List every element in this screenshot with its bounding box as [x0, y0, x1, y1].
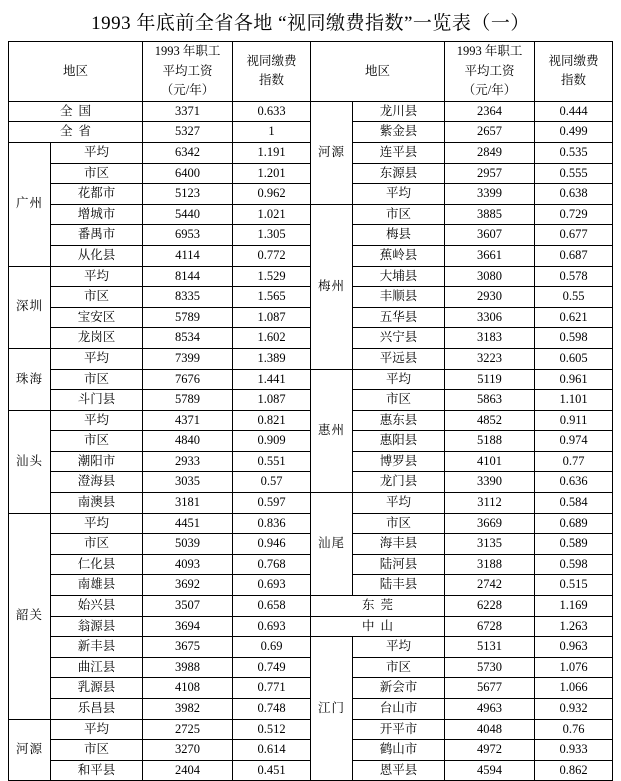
header-wage-left-line1: 1993 年职工	[154, 44, 221, 58]
contribution-index-cell: 0.961	[535, 369, 613, 390]
sub-region-cell: 大埔县	[353, 266, 445, 287]
table-row	[9, 369, 613, 390]
table-container	[0, 41, 621, 781]
sub-region-cell: 曲江县	[51, 657, 143, 678]
average-wage-cell: 4852	[445, 410, 535, 431]
average-wage-cell: 3982	[143, 699, 233, 720]
average-wage-cell: 4101	[445, 451, 535, 472]
header-index-left	[233, 42, 311, 102]
contribution-index-cell: 0.946	[233, 534, 311, 555]
average-wage-cell: 7399	[143, 348, 233, 369]
contribution-index-cell: 1.021	[233, 204, 311, 225]
contribution-index-cell: 0.535	[535, 142, 613, 163]
sub-region-cell: 南雄县	[51, 575, 143, 596]
header-wage-right	[445, 42, 535, 102]
region-name-cell: 河源	[9, 719, 51, 781]
average-wage-cell: 3080	[445, 266, 535, 287]
header-region-left: 地区	[9, 42, 143, 102]
sub-region-cell: 陆丰县	[353, 575, 445, 596]
sub-region-cell: 乐昌县	[51, 699, 143, 720]
contribution-index-cell: 0.677	[535, 225, 613, 246]
contribution-index-cell: 0.933	[535, 740, 613, 761]
header-index-right	[535, 42, 613, 102]
sub-region-cell: 和平县	[51, 760, 143, 781]
sub-region-cell: 平均	[353, 184, 445, 205]
compensation-index-table	[8, 41, 613, 781]
average-wage-cell: 6400	[143, 163, 233, 184]
contribution-index-cell: 0.749	[233, 657, 311, 678]
average-wage-cell: 3661	[445, 245, 535, 266]
region-name-cell: 深圳	[9, 266, 51, 348]
sub-region-cell: 市区	[51, 369, 143, 390]
contribution-index-cell: 1.602	[233, 328, 311, 349]
average-wage-cell: 5789	[143, 307, 233, 328]
average-wage-cell: 5131	[445, 637, 535, 658]
average-wage-cell: 3112	[445, 493, 535, 514]
sub-region-cell: 开平市	[353, 719, 445, 740]
sub-region-cell: 东源县	[353, 163, 445, 184]
average-wage-cell: 4963	[445, 699, 535, 720]
average-wage-cell: 4451	[143, 513, 233, 534]
sub-region-cell: 新会市	[353, 678, 445, 699]
sub-region-cell: 乳源县	[51, 678, 143, 699]
sub-region-cell: 增城市	[51, 204, 143, 225]
contribution-index-cell: 0.836	[233, 513, 311, 534]
sub-region-cell: 市区	[353, 513, 445, 534]
sub-region-cell: 惠阳县	[353, 431, 445, 452]
average-wage-cell: 3390	[445, 472, 535, 493]
header-index-left-line2: 指数	[259, 73, 285, 88]
header-index-right-line1: 视同缴费	[548, 53, 599, 68]
sub-region-cell: 宝安区	[51, 307, 143, 328]
contribution-index-cell: 0.555	[535, 163, 613, 184]
average-wage-cell: 3183	[445, 328, 535, 349]
sub-region-cell: 从化县	[51, 245, 143, 266]
contribution-index-cell: 0.687	[535, 245, 613, 266]
sub-region-cell: 鹤山市	[353, 740, 445, 761]
region-name-cell: 珠海	[9, 348, 51, 410]
sub-region-cell: 平均	[353, 637, 445, 658]
sub-region-cell: 龙门县	[353, 472, 445, 493]
sub-region-cell: 斗门县	[51, 390, 143, 411]
contribution-index-cell: 1.191	[233, 142, 311, 163]
contribution-index-cell: 0.633	[233, 101, 311, 122]
average-wage-cell: 5327	[143, 122, 233, 143]
sub-region-cell: 兴宁县	[353, 328, 445, 349]
contribution-index-cell: 0.963	[535, 637, 613, 658]
average-wage-cell: 3188	[445, 554, 535, 575]
contribution-index-cell: 0.772	[233, 245, 311, 266]
average-wage-cell: 5188	[445, 431, 535, 452]
contribution-index-cell: 1.389	[233, 348, 311, 369]
contribution-index-cell: 0.512	[233, 719, 311, 740]
average-wage-cell: 5123	[143, 184, 233, 205]
sub-region-cell: 平均	[51, 410, 143, 431]
contribution-index-cell: 0.729	[535, 204, 613, 225]
average-wage-cell: 3692	[143, 575, 233, 596]
average-wage-cell: 6342	[143, 142, 233, 163]
header-wage-left	[143, 42, 233, 102]
sub-region-cell: 博罗县	[353, 451, 445, 472]
contribution-index-cell: 1.087	[233, 307, 311, 328]
average-wage-cell: 3135	[445, 534, 535, 555]
table-row	[9, 616, 613, 637]
contribution-index-cell: 0.444	[535, 101, 613, 122]
contribution-index-cell: 0.689	[535, 513, 613, 534]
contribution-index-cell: 1.529	[233, 266, 311, 287]
sub-region-cell: 澄海县	[51, 472, 143, 493]
contribution-index-cell: 0.909	[233, 431, 311, 452]
sub-region-cell: 龙川县	[353, 101, 445, 122]
contribution-index-cell: 1.201	[233, 163, 311, 184]
contribution-index-cell: 0.658	[233, 596, 311, 617]
table-row	[9, 637, 613, 658]
average-wage-cell: 4972	[445, 740, 535, 761]
contribution-index-cell: 1.263	[535, 616, 613, 637]
page-title: 1993 年底前全省各地 “视同缴费指数”一览表（一）	[91, 13, 530, 34]
sub-region-cell: 市区	[51, 740, 143, 761]
contribution-index-cell: 0.693	[233, 616, 311, 637]
sub-region-cell: 番禺市	[51, 225, 143, 246]
average-wage-cell: 3399	[445, 184, 535, 205]
average-wage-cell: 4093	[143, 554, 233, 575]
header-wage-right-line1: 1993 年职工	[456, 44, 523, 58]
header-index-left-line1: 视同缴费	[246, 53, 297, 68]
region-name-cell: 东莞	[311, 596, 445, 617]
sub-region-cell: 平均	[51, 348, 143, 369]
region-name-cell: 全省	[9, 122, 143, 143]
average-wage-cell: 3035	[143, 472, 233, 493]
contribution-index-cell: 0.551	[233, 451, 311, 472]
contribution-index-cell: 0.598	[535, 554, 613, 575]
region-name-cell: 广州	[9, 142, 51, 266]
sub-region-cell: 潮阳市	[51, 451, 143, 472]
average-wage-cell: 2742	[445, 575, 535, 596]
contribution-index-cell: 0.932	[535, 699, 613, 720]
average-wage-cell: 5789	[143, 390, 233, 411]
contribution-index-cell: 0.578	[535, 266, 613, 287]
sub-region-cell: 五华县	[353, 307, 445, 328]
contribution-index-cell: 0.771	[233, 678, 311, 699]
contribution-index-cell: 0.962	[233, 184, 311, 205]
sub-region-cell: 花都市	[51, 184, 143, 205]
average-wage-cell: 5119	[445, 369, 535, 390]
contribution-index-cell: 0.614	[233, 740, 311, 761]
contribution-index-cell: 0.862	[535, 760, 613, 781]
contribution-index-cell: 0.768	[233, 554, 311, 575]
sub-region-cell: 梅县	[353, 225, 445, 246]
sub-region-cell: 翁源县	[51, 616, 143, 637]
average-wage-cell: 3607	[445, 225, 535, 246]
average-wage-cell: 6953	[143, 225, 233, 246]
average-wage-cell: 2364	[445, 101, 535, 122]
average-wage-cell: 8335	[143, 287, 233, 308]
region-name-cell: 梅州	[311, 204, 353, 369]
sub-region-cell: 平均	[353, 493, 445, 514]
average-wage-cell: 3270	[143, 740, 233, 761]
average-wage-cell: 6728	[445, 616, 535, 637]
sub-region-cell: 市区	[51, 287, 143, 308]
contribution-index-cell: 1.305	[233, 225, 311, 246]
average-wage-cell: 5039	[143, 534, 233, 555]
sub-region-cell: 连平县	[353, 142, 445, 163]
average-wage-cell: 3988	[143, 657, 233, 678]
average-wage-cell: 3181	[143, 493, 233, 514]
contribution-index-cell: 0.55	[535, 287, 613, 308]
contribution-index-cell: 0.911	[535, 410, 613, 431]
contribution-index-cell: 0.597	[233, 493, 311, 514]
average-wage-cell: 3507	[143, 596, 233, 617]
average-wage-cell: 5730	[445, 657, 535, 678]
sub-region-cell: 市区	[353, 204, 445, 225]
contribution-index-cell: 0.636	[535, 472, 613, 493]
sub-region-cell: 台山市	[353, 699, 445, 720]
sub-region-cell: 丰顺县	[353, 287, 445, 308]
average-wage-cell: 3306	[445, 307, 535, 328]
contribution-index-cell: 0.621	[535, 307, 613, 328]
average-wage-cell: 2933	[143, 451, 233, 472]
header-wage-left-line2: 平均工资	[162, 63, 213, 78]
sub-region-cell: 紫金县	[353, 122, 445, 143]
sub-region-cell: 平远县	[353, 348, 445, 369]
sub-region-cell: 平均	[51, 142, 143, 163]
sub-region-cell: 蕉岭县	[353, 245, 445, 266]
average-wage-cell: 4048	[445, 719, 535, 740]
contribution-index-cell: 0.598	[535, 328, 613, 349]
contribution-index-cell: 0.515	[535, 575, 613, 596]
sub-region-cell: 平均	[353, 369, 445, 390]
average-wage-cell: 5440	[143, 204, 233, 225]
contribution-index-cell: 0.451	[233, 760, 311, 781]
sub-region-cell: 龙岗区	[51, 328, 143, 349]
contribution-index-cell: 1.101	[535, 390, 613, 411]
contribution-index-cell: 0.57	[233, 472, 311, 493]
contribution-index-cell: 1.565	[233, 287, 311, 308]
contribution-index-cell: 1.169	[535, 596, 613, 617]
contribution-index-cell: 1	[233, 122, 311, 143]
average-wage-cell: 3223	[445, 348, 535, 369]
average-wage-cell: 2957	[445, 163, 535, 184]
average-wage-cell: 5863	[445, 390, 535, 411]
contribution-index-cell: 0.584	[535, 493, 613, 514]
header-wage-right-line2: 平均工资	[464, 63, 515, 78]
sub-region-cell: 仁化县	[51, 554, 143, 575]
average-wage-cell: 7676	[143, 369, 233, 390]
region-name-cell: 惠州	[311, 369, 353, 493]
table-row	[9, 493, 613, 514]
average-wage-cell: 3675	[143, 637, 233, 658]
average-wage-cell: 5677	[445, 678, 535, 699]
region-name-cell: 中山	[311, 616, 445, 637]
average-wage-cell: 4108	[143, 678, 233, 699]
contribution-index-cell: 0.499	[535, 122, 613, 143]
average-wage-cell: 3694	[143, 616, 233, 637]
region-name-cell: 全国	[9, 101, 143, 122]
average-wage-cell: 4594	[445, 760, 535, 781]
header-wage-right-line3: （元/年）	[462, 83, 517, 98]
contribution-index-cell: 0.605	[535, 348, 613, 369]
average-wage-cell: 4371	[143, 410, 233, 431]
sub-region-cell: 市区	[51, 534, 143, 555]
average-wage-cell: 3885	[445, 204, 535, 225]
sub-region-cell: 惠东县	[353, 410, 445, 431]
table-row	[9, 101, 613, 122]
region-name-cell: 汕头	[9, 410, 51, 513]
sub-region-cell: 平均	[51, 719, 143, 740]
average-wage-cell: 4840	[143, 431, 233, 452]
header-index-right-line2: 指数	[561, 73, 587, 88]
sub-region-cell: 恩平县	[353, 760, 445, 781]
sub-region-cell: 市区	[51, 163, 143, 184]
contribution-index-cell: 1.066	[535, 678, 613, 699]
contribution-index-cell: 0.69	[233, 637, 311, 658]
region-name-cell: 汕尾	[311, 493, 353, 596]
contribution-index-cell: 1.076	[535, 657, 613, 678]
header-region-right: 地区	[311, 42, 445, 102]
contribution-index-cell: 0.974	[535, 431, 613, 452]
contribution-index-cell: 0.589	[535, 534, 613, 555]
average-wage-cell: 3371	[143, 101, 233, 122]
region-name-cell: 河源	[311, 101, 353, 204]
sub-region-cell: 市区	[353, 657, 445, 678]
contribution-index-cell: 0.693	[233, 575, 311, 596]
average-wage-cell: 4114	[143, 245, 233, 266]
average-wage-cell: 8144	[143, 266, 233, 287]
average-wage-cell: 8534	[143, 328, 233, 349]
average-wage-cell: 6228	[445, 596, 535, 617]
header-wage-left-line3: （元/年）	[160, 83, 215, 98]
contribution-index-cell: 0.77	[535, 451, 613, 472]
average-wage-cell: 2404	[143, 760, 233, 781]
contribution-index-cell: 0.638	[535, 184, 613, 205]
table-row	[9, 204, 613, 225]
table-header-row	[9, 42, 613, 102]
region-name-cell: 江门	[311, 637, 353, 781]
sub-region-cell: 市区	[353, 390, 445, 411]
average-wage-cell: 2725	[143, 719, 233, 740]
table-row	[9, 596, 613, 617]
table-header	[9, 42, 613, 102]
contribution-index-cell: 0.821	[233, 410, 311, 431]
sub-region-cell: 南澳县	[51, 493, 143, 514]
average-wage-cell: 3669	[445, 513, 535, 534]
sub-region-cell: 海丰县	[353, 534, 445, 555]
contribution-index-cell: 1.087	[233, 390, 311, 411]
table-body	[9, 101, 613, 781]
sub-region-cell: 始兴县	[51, 596, 143, 617]
contribution-index-cell: 1.441	[233, 369, 311, 390]
sub-region-cell: 市区	[51, 431, 143, 452]
sub-region-cell: 陆河县	[353, 554, 445, 575]
average-wage-cell: 2849	[445, 142, 535, 163]
contribution-index-cell: 0.748	[233, 699, 311, 720]
sub-region-cell: 平均	[51, 266, 143, 287]
average-wage-cell: 2930	[445, 287, 535, 308]
average-wage-cell: 2657	[445, 122, 535, 143]
sub-region-cell: 新丰县	[51, 637, 143, 658]
sub-region-cell: 平均	[51, 513, 143, 534]
region-name-cell: 韶关	[9, 513, 51, 719]
contribution-index-cell: 0.76	[535, 719, 613, 740]
